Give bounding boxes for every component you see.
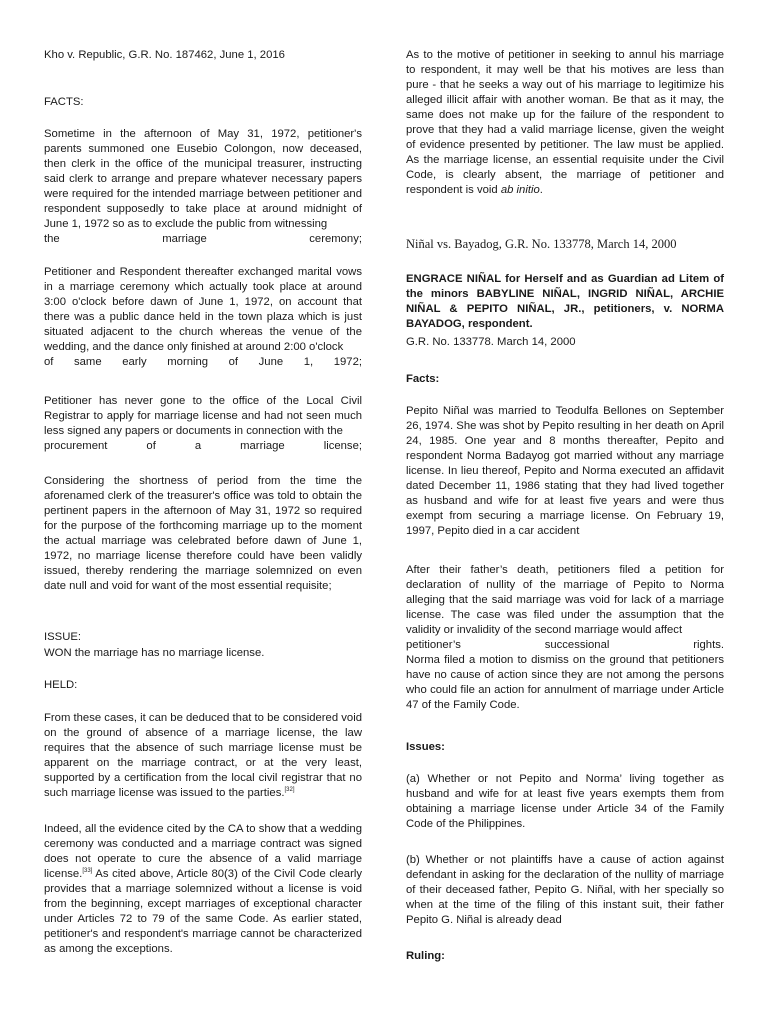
- motive-paragraph: As to the motive of petitioner in seeking to annul his marriage to respondent, it may well be that his motives are less than pure - that he seeks a way out of his marriage to legitimize his alleged illicit affair with another woman. Be that as it may, the same does not make up for the failure of the respondent to prove that they had a valid marriage license, given the weight of evidence presented by petitioner. The law must be applied. As the marriage license, an essential requisite under the Civil Code, is clearly absent, the marriage of petitioner and respondent is void ab initio.: [406, 49, 724, 196]
- footnote-ref-33: [33]: [82, 868, 93, 875]
- issues-heading: Issues:: [406, 741, 445, 753]
- case-2-title: Niñal vs. Bayadog, G.R. No. 133778, March 14, 2000: [406, 237, 677, 251]
- held-heading: HELD:: [44, 679, 78, 691]
- held-paragraph-2: Indeed, all the evidence cited by the CA to show that a wedding ceremony was conducted and a marriage contract was signed does not operate to cure the absence of a valid marriage license.[33] As cited above, Article 80(3) of the Civil Code clearly provides that a marriage solemnized without a license is void from the beginning, except marriages of exceptional character under Articles 72 to 79 of the same Code. As earlier stated, petitioner's and respondent's marriage cannot be characterized as among the exceptions.: [44, 823, 362, 955]
- facts-paragraph-3: Petitioner has never gone to the office of the Local Civil Registrar to apply for marriage license and had not seen much less signed any papers or documents in connection with the procurement of a marriage license;: [44, 395, 362, 452]
- issue-text: WON the marriage has no marriage license.: [44, 647, 265, 659]
- facts-paragraph-b: After their father’s death, petitioners filed a petition for declaration of nullity of the marriage of Pepito to Norma alleging that the said marriage was void for lack of a marriage license. The case was filed under the assumption that the validity or invalidity of the second marriage would affect petitioner’s successional rights. Norma filed a motion to dismiss on the ground that petitioners have no cause of action since they are not among the persons who could file an action for annulment of marriage under Article 47 of the Family Code.: [406, 564, 724, 711]
- facts-paragraph-2: Petitioner and Respondent thereafter exchanged marital vows in a marriage ceremony which actually took place at around 3:00 o'clock before dawn of June 1, 1972, on account that there was a public dance held in the town plaza which is just situated adjacent to the church whereas the venue of the wedding, and the dance only finished at around 2:00 o'clock of same early morning of June 1, 1972;: [44, 266, 362, 368]
- facts-heading: FACTS:: [44, 96, 84, 108]
- footnote-ref-32: [32]: [284, 787, 295, 794]
- parties-caption: ENGRACE NIÑAL for Herself and as Guardian ad Litem of the minors BABYLINE NIÑAL, INGRID NIÑAL, ARCHIE NIÑAL & PEPITO NIÑAL, JR., petitioners, v. NORMA BAYADOG, respondent.: [406, 273, 724, 330]
- gr-number-line: G.R. No. 133778. March 14, 2000: [406, 336, 576, 348]
- issue-a: (a) Whether or not Pepito and Norma’ living together as husband and wife for at least five years exempts them from obtaining a marriage license under Article 34 of the Family Code of the Philippines.: [406, 773, 724, 830]
- issue-b: (b) Whether or not plaintiffs have a cause of action against defendant in asking for the declaration of the nullity of marriage of their deceased father, Pepito G. Niñal, with her specially so when at the time of the filing of this instant suit, their father Pepito G. Niñal is already dead: [406, 854, 724, 926]
- facts-heading-2: Facts:: [406, 373, 440, 385]
- held-paragraph-1: From these cases, it can be deduced that to be considered void on the ground of absence of a marriage license, the law requires that the absence of such marriage license must be apparent on the marriage contract, or at the very least, supported by a certification from the local civil registrar that no such marriage license was issued to the parties.[32]: [44, 712, 362, 799]
- facts-paragraph-4: Considering the shortness of period from the time the aforenamed clerk of the treasurer's office was told to obtain the pertinent papers in the afternoon of May 31, 1972 so required for the purpose of the forthcoming marriage up to the moment the actual marriage was celebrated before dawn of June 1, 1972, no marriage license therefore could have been validly issued, thereby rendering the marriage solemnized on even date null and void for want of the most essential requisite;: [44, 475, 362, 592]
- ruling-heading: Ruling:: [406, 950, 445, 962]
- facts-paragraph-1: Sometime in the afternoon of May 31, 1972, petitioner's parents summoned one Eusebio Colongon, now deceased, then clerk in the office of the municipal treasurer, instructing said clerk to arrange and prepare whatever necessary papers were required for the intended marriage between petitioner and respondent supposedly to take place at around midnight of June 1, 1972 so as to exclude the public from witnessing the marriage ceremony;: [44, 128, 362, 245]
- issue-heading: ISSUE:: [44, 631, 82, 643]
- case-title: Kho v. Republic, G.R. No. 187462, June 1, 2016: [44, 49, 285, 61]
- facts-paragraph-a: Pepito Niñal was married to Teodulfa Bellones on September 26, 1974. She was shot by Pepito resulting in her death on April 24, 1985. One year and 8 months thereafter, Pepito and respondent Norma Badayog got married without any marriage license. In lieu thereof, Pepito and Norma executed an affidavit dated December 11, 1986 stating that they had lived together as husband and wife for at least five years and were thus exempt from securing a marriage license. On February 19, 1997, Pepito died in a car accident: [406, 405, 724, 537]
